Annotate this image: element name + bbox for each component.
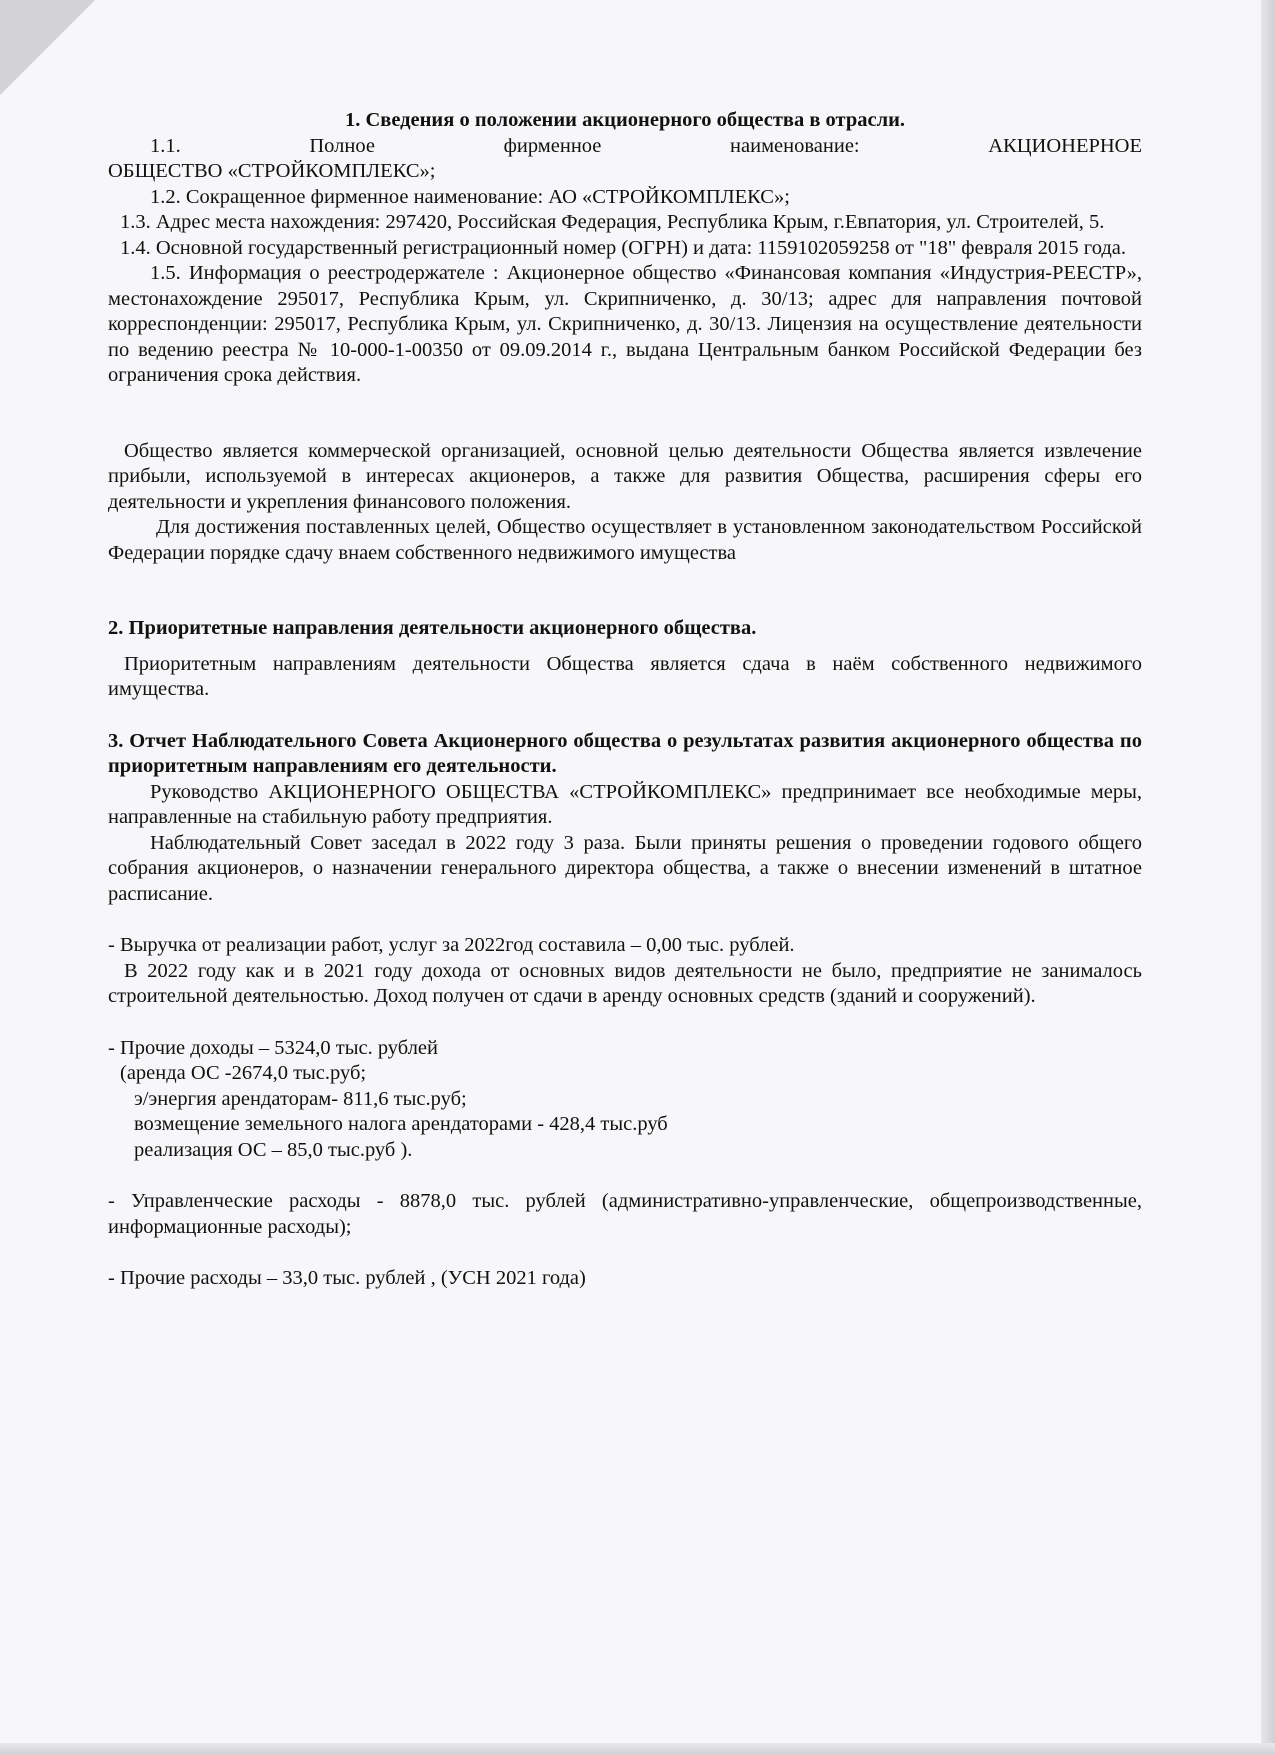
document-body xyxy=(108,108,1142,1292)
revenue-line: - Выручка от реализации работ, услуг за 2022год составила – 0,00 тыс. рублей. xyxy=(108,934,795,956)
spacer xyxy=(108,703,1142,729)
page-edge-right xyxy=(1261,0,1275,1755)
spacer xyxy=(108,1163,1142,1189)
income-item-land-tax: возмещение земельного налога арендаторами - 428,4 тыс.руб xyxy=(134,1113,668,1135)
income-item-energy: э/энергия арендаторам- 811,6 тыс.руб; xyxy=(134,1087,467,1110)
intro-paragraph-1: Общество является коммерческой организацией, основной целью деятельности Общества является извлечение прибыли, используемой в интересах акционеров, а также для развития Общества, расширения сферы его деятельности и укрепления финансового положения. xyxy=(108,439,1142,513)
spacer xyxy=(108,907,1142,933)
full-name-line1: 1.1. Полное фирменное наименование: АКЦИОНЕРНОЕ xyxy=(150,134,1142,157)
section-3-paragraph-1: Руководство АКЦИОНЕРНОГО ОБЩЕСТВА «СТРОЙКОМПЛЕКС» предпринимает все необходимые меры, направленные на стабильную работу предприятия. xyxy=(108,780,1142,828)
section-2-paragraph: Приоритетным направлениям деятельности Общества является сдача в наём собственного недвижимого имущества. xyxy=(108,652,1142,700)
ogrn: 1.4. Основной государственный регистрационный номер (ОГРН) и дата: 1159102059258 от "18" февраля 2015 года. xyxy=(120,236,1127,259)
address: 1.3. Адрес места нахождения: 297420, Российская Федерация, Республика Крым, г.Евпатория, ул. Строителей, 5. xyxy=(120,211,1105,233)
section-3-title: 3. Отчет Наблюдательного Совета Акционерного общества о результатах развития акционерного общества по приоритетным направлениям его деятельности. xyxy=(108,729,1142,777)
registrar-info: 1.5. Информация о реестродержателе : Акционерное общество «Финансовая компания «Индустрия-РЕЕСТР», местонахождение 295017, Республика Крым, ул. Скрипниченко, д. 30/13; адрес для направления почтовой корреспонденции: 295017, Республика Крым, ул. Скрипниченко, д. 30/13. Лицензия на осуществление деятельности по ведению реестра № 10-000-1-00350 от 09.09.2014 г., выдана Центральным банком Российской Федерации без ограничения срока действия. xyxy=(108,262,1142,386)
spacer xyxy=(108,1240,1142,1266)
management-expenses: - Управленческие расходы - 8878,0 тыс. рублей (административно-управленческие, общепроизводственные, информационные расходы); xyxy=(108,1190,1142,1238)
revenue-note: В 2022 году как и в 2021 году дохода от основных видов деятельности не было, предприятие не занималось строительной деятельностью. Доход получен от сдачи в аренду основных средств (зданий и сооружений). xyxy=(108,959,1142,1007)
section-1-title: 1. Сведения о положении акционерного общества в отрасли. xyxy=(344,109,906,131)
spacer xyxy=(108,1010,1142,1036)
page-fold-corner xyxy=(0,0,95,95)
spacer xyxy=(108,389,1142,439)
spacer xyxy=(108,566,1142,616)
full-name-line2: ОБЩЕСТВО «СТРОЙКОМПЛЕКС»; xyxy=(108,160,436,182)
other-income: - Прочие доходы – 5324,0 тыс. рублей xyxy=(108,1036,438,1059)
intro-paragraph-2: Для достижения поставленных целей, Общество осуществляет в установленном законодательством Российской Федерации порядке сдачу внаем собственного недвижимого имущества xyxy=(108,516,1142,564)
page-edge-bottom xyxy=(0,1743,1275,1755)
other-expenses: - Прочие расходы – 33,0 тыс. рублей , (УСН 2021 года) xyxy=(108,1267,586,1289)
income-item-asset-sale: реализация ОС – 85,0 тыс.руб ). xyxy=(134,1138,413,1161)
income-item-rent: (аренда ОС -2674,0 тыс.руб; xyxy=(120,1062,367,1084)
section-3-paragraph-2: Наблюдательный Совет заседал в 2022 году 3 раза. Были приняты решения о проведении годового общего собрания акционеров, о назначении генерального директора общества, а также о внесении изменений в штатное расписание. xyxy=(108,831,1142,905)
short-name: 1.2. Сокращенное фирменное наименование: АО «СТРОЙКОМПЛЕКС»; xyxy=(150,185,790,208)
section-2-title: 2. Приоритетные направления деятельности акционерного общества. xyxy=(108,617,757,639)
